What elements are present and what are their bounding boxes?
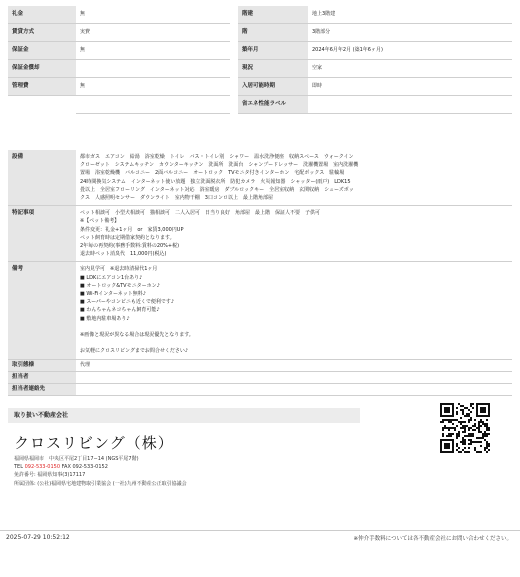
equipment-row [8,150,512,206]
license-number: 免許番号: 福岡県知事(3)17117 [14,472,86,479]
equipment-label: 設備 [8,150,76,206]
summary-left-value: 無 [76,42,230,60]
summary-left-label: 賃貸方式 [8,24,76,42]
summary-left-value: 無 [76,6,230,24]
tel-label: TEL [14,464,23,471]
column-gap [230,78,238,96]
fee-note: ※仲介手数料については各不動産会社にお問い合わせください。 [353,536,512,542]
column-gap [230,60,238,78]
summary-right-value: 即時 [308,78,512,96]
conditions-label: 特記事項 [8,206,76,262]
summary-row [8,6,512,24]
summary-right-value: 空家 [308,60,512,78]
text-line: 条件変更：礼金+1ヶ月 or 家賃3,000円UP [80,226,184,233]
contact-row [8,383,512,395]
transaction-value: 代理 [76,359,512,371]
summary-row [8,78,512,96]
text-line: 畳以上 全居室フローリング インターネット対応 浴室暖房 ダブルロックキー 全居室収納 玄関収納 シューズボッ [80,186,354,193]
text-line: お気軽にクロスリビングまでお問合せください♪ [80,348,189,355]
company-name: クロスリビング（株） [14,434,174,452]
association: 所属団体: (公社)福岡県宅地建物取引業協会 (一社)九州不動産公正取引協議会 [14,480,187,487]
transaction-row [8,359,512,371]
column-gap [230,96,238,114]
text-line: ペット相談可 小型犬相談可 猫相談可 二人入居可 日当り良好 角部屋 最上階 保証人不要 子供可 [80,210,321,217]
text-line: 24時間換気システム インターネット使い放題 独立洗面脱衣所 防犯カメラ 火災報知器 シャッター(雨戸) LDK15 [80,178,351,185]
text-line: 室内見学可 ※退去時清掃代1ヶ月 [80,266,158,273]
summary-right-label: 入居可能時期 [238,78,308,96]
summary-left-label: 保証金償却 [8,60,76,78]
print-timestamp: 2025-07-29 10:52:12 [6,534,70,541]
tel-link[interactable]: 092-533-0150 [24,464,61,471]
text-line: ※【ペット備考】 [80,218,120,225]
agent-phone-line [14,463,187,471]
text-line: ■ Wi-Fiインターネット無料♪ [80,291,146,298]
conditions-value [76,206,512,262]
summary-left-value: 無 [76,78,230,96]
person-value [76,371,512,383]
summary-right-value: 2024年6月年2月 (築1年6ヶ月) [308,42,512,60]
summary-right-label: 省エネ性能ラベル [238,96,308,114]
summary-left-label [8,96,76,114]
text-line: クス 人感照明センサー ダウンライト 室内物干棚 3口コンロ以上 最上階角部屋 [80,195,273,202]
text-line: 置場 浴室乾燥機 バルコニー 2面バルコニー オートロック TVモニタ付きインターホン 宅配ボックス 駐輪場 [80,170,345,177]
summary-right-label: 築年月 [238,42,308,60]
summary-row [8,60,512,78]
summary-right-value: 地上3階建 [308,6,512,24]
remarks-label: 備考 [8,262,76,359]
footer-divider [0,530,520,531]
column-gap [230,42,238,60]
transaction-label: 取引態様 [8,359,76,371]
text-line: 退去時ペット消臭代 11,000円(税込) [80,251,167,258]
agent-address: 福岡県福岡市 中央区平尾2丁目17−14 (NGS平尾7階) [14,456,139,462]
summary-left-label: 保証金 [8,42,76,60]
summary-left-value: 実費 [76,24,230,42]
remarks-value [76,262,512,359]
summary-table [8,6,512,114]
text-line: ※画像と現況が異なる場合は現況優先となります。 [80,332,194,339]
qr-code [440,403,490,453]
column-gap [230,6,238,24]
summary-left-value [76,60,230,78]
text-line [80,339,508,347]
column-gap [230,24,238,42]
contact-value [76,383,512,395]
summary-row [8,24,512,42]
text-line: 都市ガス エアコン 給湯 浴室乾燥 トイレ バス・トイレ別 シャワー 温水洗浄便座 収納スペース ウォークイン [80,154,354,160]
text-line: クローゼット システムキッチン カウンターキッチン 洗面所 洗面台 シャンプードレッサー 洗濯機置場 室内洗濯機 [80,162,359,169]
fax-number: FAX 092-533-0152 [61,464,108,471]
text-line: ■ スーパーやコンビニも近くで便利です♪ [80,299,175,306]
summary-row [8,42,512,60]
summary-right-label: 階 [238,24,308,42]
equipment-value [76,150,512,206]
text-line: ■ オートロック&TVモニターホン♪ [80,282,160,289]
summary-left-value [76,96,230,114]
summary-right-value: 3階部分 [308,24,512,42]
detail-table [8,150,512,396]
summary-left-label: 礼金 [8,6,76,24]
person-label: 担当者 [8,371,76,383]
text-line: ■ わんちゃんネコちゃん飼育可能♪ [80,307,160,314]
conditions-row [8,206,512,262]
agent-details [14,455,187,488]
agent-section-title: 取り扱い不動産会社 [8,408,360,423]
text-line: ペット飼育時は定期借家契約となります。 [80,234,175,241]
summary-left-label: 管理費 [8,78,76,96]
summary-right-label: 階建 [238,6,308,24]
summary-row [8,96,512,114]
text-line: ■ LDKにエアコン1台あり♪ [80,274,143,281]
summary-right-value [308,96,512,114]
person-row [8,371,512,383]
contact-label: 担当者連絡先 [8,383,76,395]
summary-right-label: 現況 [238,60,308,78]
text-line: 2年毎の再契約(事務手数料:賃料の20%+税) [80,243,180,250]
text-line [80,323,508,331]
text-line: ■ 敷地内駐車場あり♪ [80,315,130,322]
remarks-row [8,262,512,359]
